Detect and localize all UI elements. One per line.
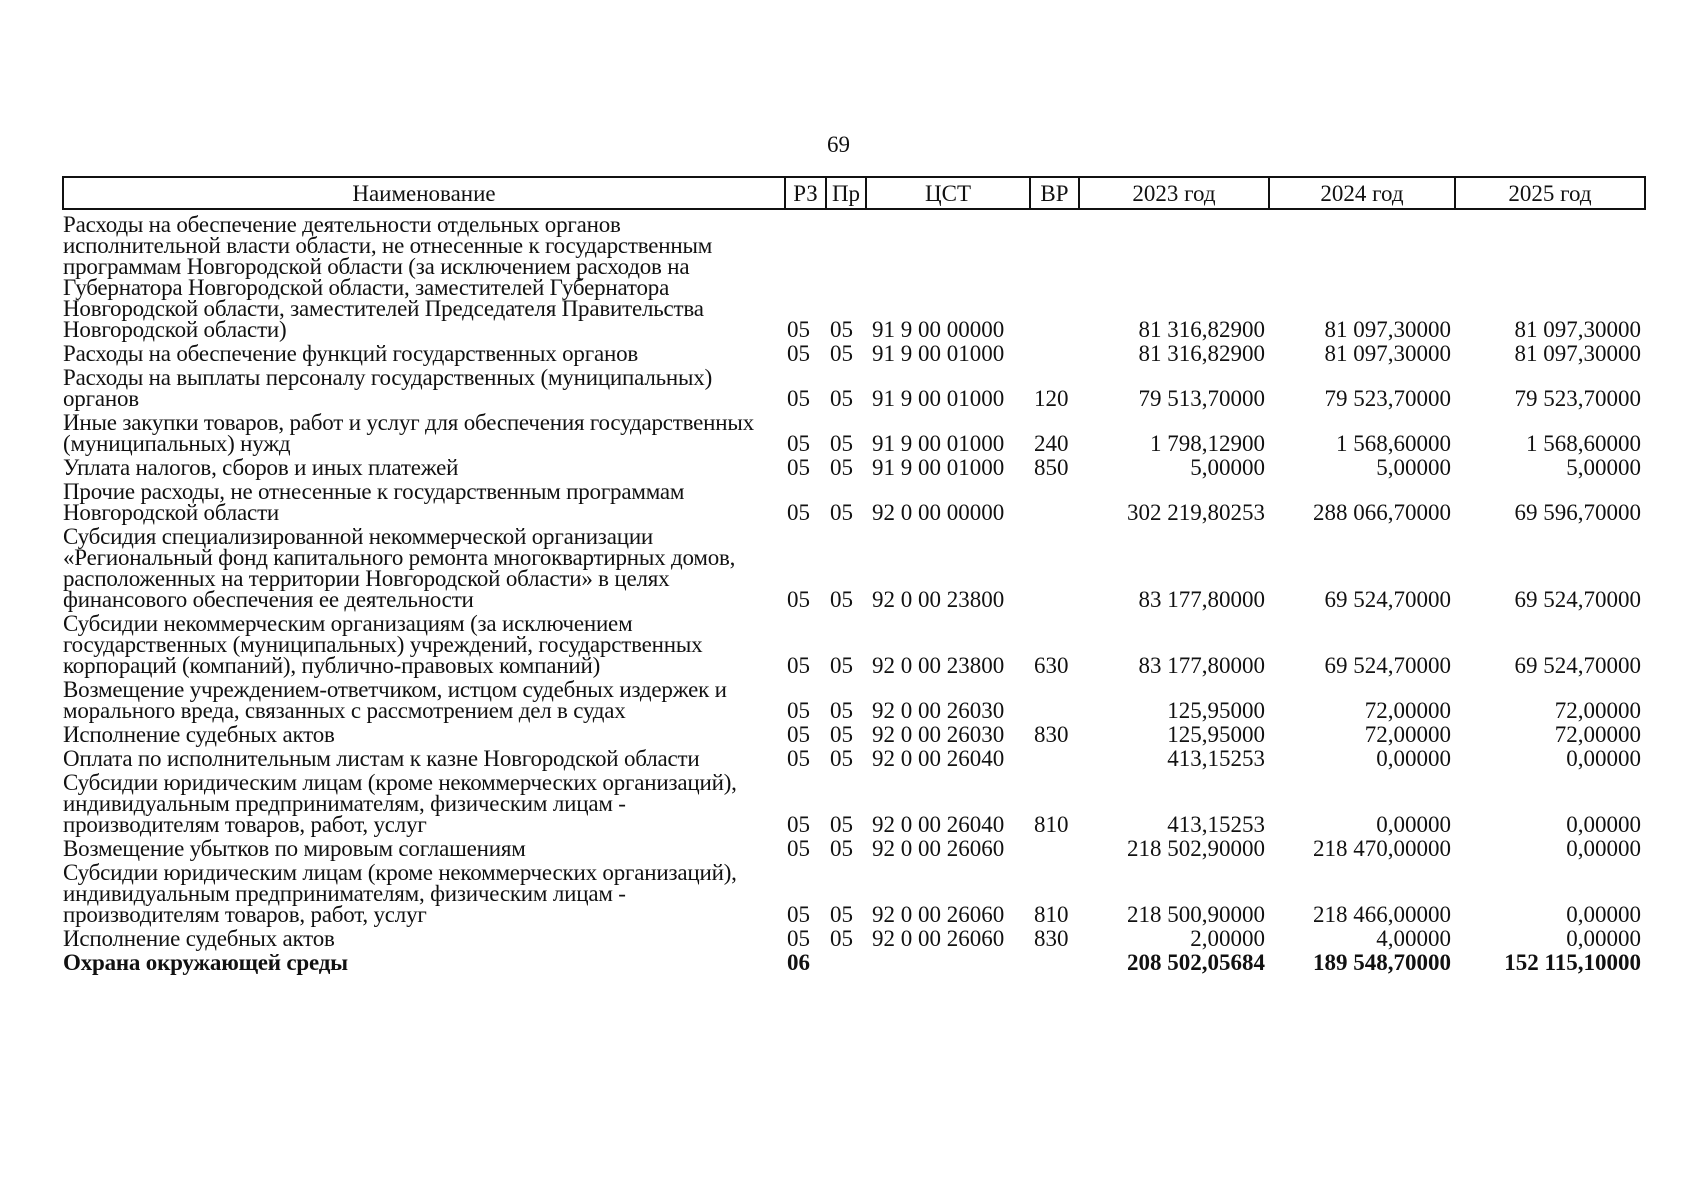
table-row bbox=[63, 525, 1645, 612]
row-vr-cell: 810 bbox=[1034, 812, 1069, 837]
row-2025-cell: 72,00000 bbox=[1554, 698, 1641, 723]
row-name-cell: Субсидии юридическим лицам (кроме некоммерческих организаций), индивидуальным предпринимателям, физическим лицам - производителям товаров, работ, услуг bbox=[63, 770, 737, 837]
row-pr-cell: 05 bbox=[830, 926, 853, 951]
table-row bbox=[63, 480, 1645, 525]
row-2023-cell: 218 500,90000 bbox=[1127, 902, 1265, 927]
row-pr-cell: 05 bbox=[830, 722, 853, 747]
row-rz-cell: 06 bbox=[787, 950, 810, 975]
row-2024-cell: 218 466,00000 bbox=[1313, 902, 1451, 927]
row-2024-cell: 0,00000 bbox=[1376, 746, 1451, 771]
row-vr-cell: 120 bbox=[1034, 386, 1069, 411]
header-pr: Пр bbox=[826, 177, 866, 209]
row-vr-cell bbox=[1030, 209, 1079, 342]
row-name-cell: Уплата налогов, сборов и иных платежей bbox=[63, 455, 459, 480]
row-2025-cell: 5,00000 bbox=[1566, 455, 1641, 480]
row-rz-cell: 05 bbox=[787, 902, 810, 927]
row-2025-cell: 69 524,70000 bbox=[1514, 653, 1641, 678]
row-name-cell: Иные закупки товаров, работ и услуг для обеспечения государственных (муниципальных) нужд bbox=[63, 410, 754, 456]
table-row bbox=[63, 723, 1645, 747]
row-2023-cell: 1 798,12900 bbox=[1150, 431, 1265, 456]
row-pr-cell bbox=[826, 951, 866, 975]
row-rz-cell: 05 bbox=[787, 455, 810, 480]
row-2024-cell: 81 097,30000 bbox=[1324, 341, 1451, 366]
row-rz-cell: 05 bbox=[787, 836, 810, 861]
row-rz-cell: 05 bbox=[787, 722, 810, 747]
row-2023-cell: 81 316,82900 bbox=[1138, 341, 1265, 366]
row-pr-cell: 05 bbox=[830, 386, 853, 411]
row-cst-cell: 91 9 00 01000 bbox=[872, 386, 1005, 411]
row-2024-cell: 189 548,70000 bbox=[1313, 950, 1451, 975]
row-vr-cell: 240 bbox=[1034, 431, 1069, 456]
row-2025-cell: 0,00000 bbox=[1566, 926, 1641, 951]
row-2025-cell: 0,00000 bbox=[1566, 812, 1641, 837]
row-vr-cell bbox=[1030, 837, 1079, 861]
row-2023-cell: 413,15253 bbox=[1167, 812, 1265, 837]
row-rz-cell: 05 bbox=[787, 698, 810, 723]
row-2024-cell: 4,00000 bbox=[1376, 926, 1451, 951]
row-cst-cell: 92 0 00 23800 bbox=[872, 653, 1005, 678]
row-pr-cell: 05 bbox=[830, 812, 853, 837]
row-2024-cell: 69 524,70000 bbox=[1324, 587, 1451, 612]
row-2025-cell: 0,00000 bbox=[1566, 746, 1641, 771]
row-2024-cell: 69 524,70000 bbox=[1324, 653, 1451, 678]
row-vr-cell bbox=[1030, 342, 1079, 366]
row-pr-cell: 05 bbox=[830, 653, 853, 678]
row-cst-cell: 91 9 00 01000 bbox=[872, 455, 1005, 480]
row-pr-cell: 05 bbox=[830, 317, 853, 342]
table-row bbox=[63, 342, 1645, 366]
row-name-cell: Исполнение судебных актов bbox=[63, 722, 335, 747]
budget-table bbox=[62, 176, 1646, 975]
header-cst: ЦСТ bbox=[866, 177, 1030, 209]
row-2023-cell: 79 513,70000 bbox=[1138, 386, 1265, 411]
row-vr-cell: 830 bbox=[1034, 926, 1069, 951]
row-2023-cell: 125,95000 bbox=[1167, 722, 1265, 747]
row-2023-cell: 83 177,80000 bbox=[1138, 587, 1265, 612]
row-vr-cell bbox=[1030, 951, 1079, 975]
row-vr-cell bbox=[1030, 678, 1079, 723]
page-number: 69 bbox=[827, 132, 850, 157]
header-vr: ВР bbox=[1030, 177, 1079, 209]
row-2024-cell: 72,00000 bbox=[1364, 722, 1451, 747]
table-row bbox=[63, 747, 1645, 771]
row-name-cell: Прочие расходы, не отнесенные к государственным программам Новгородской области bbox=[63, 479, 685, 525]
row-cst-cell: 91 9 00 01000 bbox=[872, 341, 1005, 366]
row-2025-cell: 0,00000 bbox=[1566, 836, 1641, 861]
row-2025-cell: 152 115,10000 bbox=[1504, 950, 1641, 975]
row-2024-cell: 0,00000 bbox=[1376, 812, 1451, 837]
row-rz-cell: 05 bbox=[787, 746, 810, 771]
table-row bbox=[63, 366, 1645, 411]
table-header-row bbox=[63, 177, 1645, 209]
row-pr-cell: 05 bbox=[830, 587, 853, 612]
row-pr-cell: 05 bbox=[830, 902, 853, 927]
row-cst-cell: 92 0 00 26060 bbox=[872, 926, 1005, 951]
row-2023-cell: 125,95000 bbox=[1167, 698, 1265, 723]
row-vr-cell: 830 bbox=[1034, 722, 1069, 747]
row-rz-cell: 05 bbox=[787, 386, 810, 411]
row-cst-cell: 92 0 00 26060 bbox=[872, 836, 1005, 861]
row-2024-cell: 218 470,00000 bbox=[1313, 836, 1451, 861]
row-cst-cell: 92 0 00 26060 bbox=[872, 902, 1005, 927]
table-row bbox=[63, 456, 1645, 480]
table-row bbox=[63, 951, 1645, 975]
row-name-cell: Возмещение учреждением-ответчиком, истцом судебных издержек и морального вреда, связанных с рассмотрением дел в судах bbox=[63, 677, 727, 723]
row-2025-cell: 81 097,30000 bbox=[1514, 317, 1641, 342]
row-rz-cell: 05 bbox=[787, 587, 810, 612]
row-cst-cell: 92 0 00 23800 bbox=[872, 587, 1005, 612]
row-pr-cell: 05 bbox=[830, 341, 853, 366]
row-name-cell: Расходы на обеспечение деятельности отдельных органов исполнительной власти области, не отнесенные к государственным программам Новгородской области (за исключением расходов на Губернатора Новгородской области, заместителей Губернатора Новгородской области, заместителей Председателя Правительства Новгородской области) bbox=[63, 212, 713, 342]
table-row bbox=[63, 771, 1645, 837]
row-2023-cell: 2,00000 bbox=[1190, 926, 1265, 951]
header-name: Наименование bbox=[63, 177, 785, 209]
row-pr-cell: 05 bbox=[830, 698, 853, 723]
row-rz-cell: 05 bbox=[787, 926, 810, 951]
header-rz: РЗ bbox=[785, 177, 826, 209]
table-row bbox=[63, 612, 1645, 678]
row-2023-cell: 302 219,80253 bbox=[1127, 500, 1265, 525]
row-cst-cell: 91 9 00 01000 bbox=[872, 431, 1005, 456]
row-2024-cell: 81 097,30000 bbox=[1324, 317, 1451, 342]
row-name-cell: Исполнение судебных актов bbox=[63, 926, 335, 951]
row-vr-cell: 810 bbox=[1034, 902, 1069, 927]
row-pr-cell: 05 bbox=[830, 431, 853, 456]
row-2025-cell: 81 097,30000 bbox=[1514, 341, 1641, 366]
row-rz-cell: 05 bbox=[787, 341, 810, 366]
row-2024-cell: 79 523,70000 bbox=[1324, 386, 1451, 411]
row-2024-cell: 72,00000 bbox=[1364, 698, 1451, 723]
row-2025-cell: 79 523,70000 bbox=[1514, 386, 1641, 411]
row-cst-cell: 92 0 00 26030 bbox=[872, 722, 1005, 747]
row-cst-cell: 92 0 00 00000 bbox=[872, 500, 1005, 525]
row-name-cell: Субсидии юридическим лицам (кроме некоммерческих организаций), индивидуальным предпринимателям, физическим лицам - производителям товаров, работ, услуг bbox=[63, 860, 737, 927]
row-2023-cell: 81 316,82900 bbox=[1138, 317, 1265, 342]
row-2024-cell: 5,00000 bbox=[1376, 455, 1451, 480]
row-2023-cell: 208 502,05684 bbox=[1127, 950, 1265, 975]
row-name-cell: Охрана окружающей среды bbox=[63, 950, 348, 975]
row-cst-cell: 91 9 00 00000 bbox=[872, 317, 1005, 342]
header-2023: 2023 год bbox=[1079, 177, 1269, 209]
row-vr-cell: 630 bbox=[1034, 653, 1069, 678]
table-row bbox=[63, 411, 1645, 456]
header-2025: 2025 год bbox=[1455, 177, 1645, 209]
row-2024-cell: 288 066,70000 bbox=[1313, 500, 1451, 525]
row-rz-cell: 05 bbox=[787, 317, 810, 342]
row-2024-cell: 1 568,60000 bbox=[1336, 431, 1451, 456]
row-name-cell: Возмещение убытков по мировым соглашениям bbox=[63, 836, 526, 861]
row-name-cell: Субсидия специализированной некоммерческой организации «Региональный фонд капитального ремонта многоквартирных домов, расположенных на территории Новгородской области» в целях финансового обеспечения ее деятельности bbox=[63, 524, 736, 612]
row-name-cell: Оплата по исполнительным листам к казне Новгородской области bbox=[63, 746, 700, 771]
row-cst-cell: 92 0 00 26030 bbox=[872, 698, 1005, 723]
row-2025-cell: 1 568,60000 bbox=[1526, 431, 1641, 456]
row-2025-cell: 69 596,70000 bbox=[1514, 500, 1641, 525]
table-row bbox=[63, 837, 1645, 861]
row-name-cell: Расходы на выплаты персоналу государственных (муниципальных) органов bbox=[63, 365, 713, 411]
table-row bbox=[63, 927, 1645, 951]
row-name-cell: Субсидии некоммерческим организациям (за исключением государственных (муниципальных) учреждений, государственных корпораций (компаний), публично-правовых компаний) bbox=[63, 611, 703, 678]
row-2025-cell: 0,00000 bbox=[1566, 902, 1641, 927]
row-cst-cell bbox=[866, 951, 1030, 975]
row-vr-cell bbox=[1030, 525, 1079, 612]
row-pr-cell: 05 bbox=[830, 836, 853, 861]
row-2025-cell: 69 524,70000 bbox=[1514, 587, 1641, 612]
row-pr-cell: 05 bbox=[830, 746, 853, 771]
row-rz-cell: 05 bbox=[787, 431, 810, 456]
header-2024: 2024 год bbox=[1269, 177, 1455, 209]
row-cst-cell: 92 0 00 26040 bbox=[872, 746, 1005, 771]
table-row bbox=[63, 678, 1645, 723]
row-rz-cell: 05 bbox=[787, 812, 810, 837]
row-2025-cell: 72,00000 bbox=[1554, 722, 1641, 747]
table-row bbox=[63, 209, 1645, 342]
row-vr-cell bbox=[1030, 480, 1079, 525]
row-rz-cell: 05 bbox=[787, 653, 810, 678]
row-2023-cell: 218 502,90000 bbox=[1127, 836, 1265, 861]
row-vr-cell bbox=[1030, 747, 1079, 771]
row-cst-cell: 92 0 00 26040 bbox=[872, 812, 1005, 837]
row-rz-cell: 05 bbox=[787, 500, 810, 525]
row-2023-cell: 413,15253 bbox=[1167, 746, 1265, 771]
row-2023-cell: 83 177,80000 bbox=[1138, 653, 1265, 678]
row-pr-cell: 05 bbox=[830, 455, 853, 480]
row-vr-cell: 850 bbox=[1034, 455, 1069, 480]
row-pr-cell: 05 bbox=[830, 500, 853, 525]
table-row bbox=[63, 861, 1645, 927]
table-body bbox=[63, 209, 1645, 975]
row-2023-cell: 5,00000 bbox=[1190, 455, 1265, 480]
row-name-cell: Расходы на обеспечение функций государственных органов bbox=[63, 341, 639, 366]
